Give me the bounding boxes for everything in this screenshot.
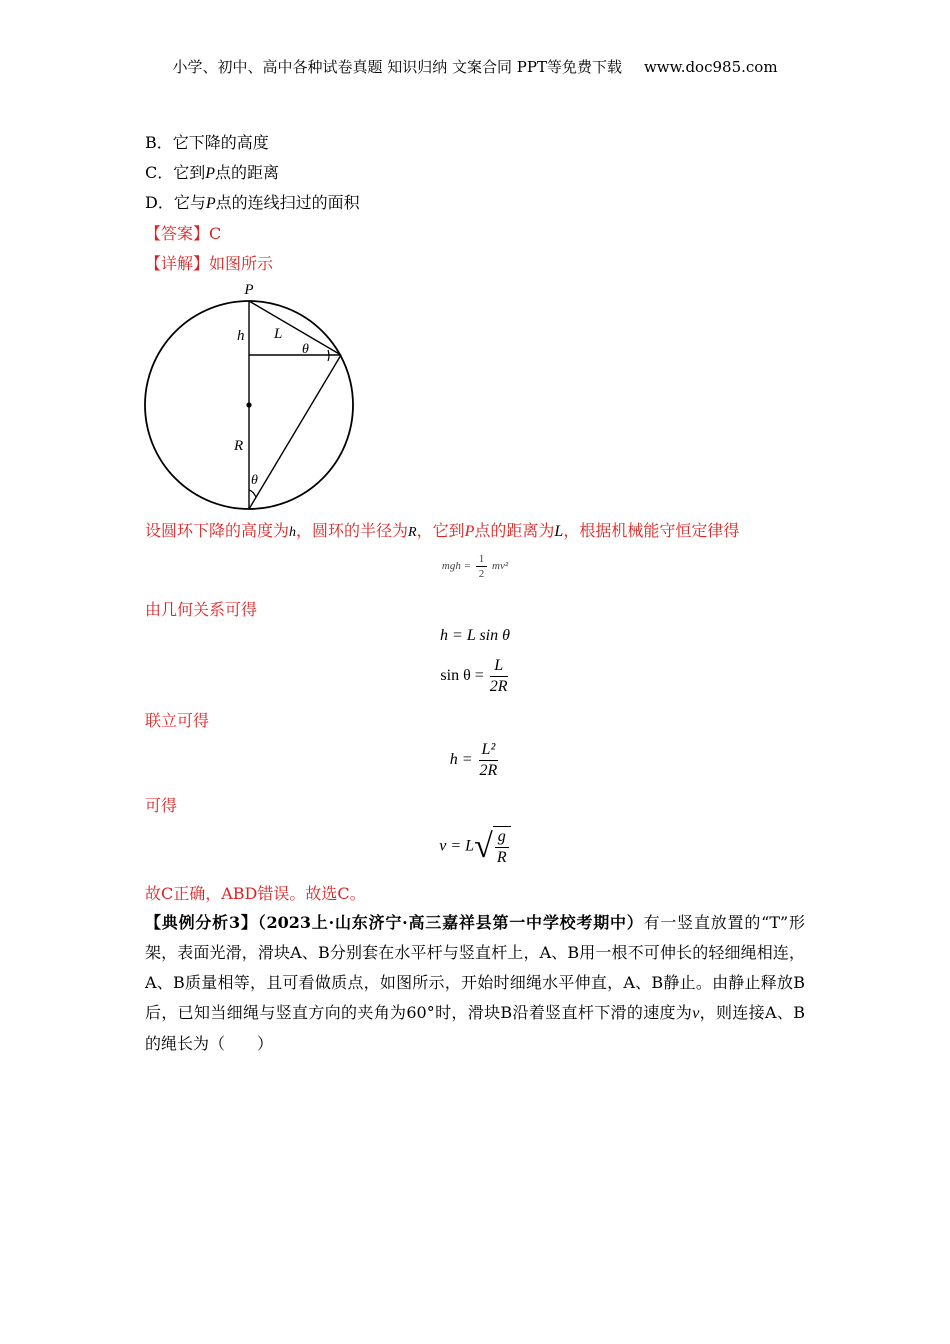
label-L: L xyxy=(274,326,283,342)
answer-line: 【答案】C xyxy=(145,224,222,243)
equation-energy: mgh = $\frac{1}{2}$ mv² xyxy=(441,553,509,580)
solution-line-4: 可得 xyxy=(145,796,178,815)
equation-h-L2: h = $\frac{\text{L²}}{2R}$ xyxy=(449,741,498,779)
label-theta-top: θ xyxy=(302,342,309,357)
circle-diagram xyxy=(138,278,362,516)
angle-arc-bottom xyxy=(249,490,256,497)
page-header xyxy=(0,56,950,77)
chord-bottom xyxy=(249,355,341,509)
solution-line-1: 设圆环下降的高度为h，圆环的半径为R，它到P点的距离为L，根据机械能守恒定律得 xyxy=(145,521,740,540)
label-R: R xyxy=(234,438,244,454)
header-text: 小学、初中、高中各种试卷真题 知识归纳 文案合同 PPT等免费下载 xyxy=(172,58,622,76)
header-url: www.doc985.com xyxy=(643,58,778,76)
option-c: C．它到P点的距离 xyxy=(145,163,280,182)
center-dot xyxy=(246,402,251,407)
solution-line-3: 联立可得 xyxy=(145,711,210,730)
conclusion-line: 故C正确，ABD错误。故选C。 xyxy=(145,884,366,903)
detail-line: 【详解】如图所示 xyxy=(145,254,274,273)
option-d: D．它与P点的连线扫过的面积 xyxy=(145,193,360,212)
example-paragraph: 【典例分析3】（2023上·山东济宁·高三嘉祥县第一中学校考期中）有一竖直放置的“T”形架，表面光滑，滑块A、B分别套在水平杆与竖直杆上，A、B用一根不可伸长的轻细绳相连，A、B质量相等，且可看做质点，如图所示，开始时细绳水平伸直，A、B静止。由静止释放B后，已知当细绳与竖直方向的夹角为60°时，滑块B沿着竖直杆下滑的速度为v，则连接A、B的绳长为（ ） xyxy=(145,913,805,1053)
label-P: P xyxy=(244,282,254,298)
label-h: h xyxy=(237,328,245,344)
equation-velocity: v = L√ $\frac{g}{R}$ xyxy=(0,826,950,868)
label-theta-bottom: θ xyxy=(251,473,258,488)
equation-h-sin: h = L sin θ xyxy=(440,627,510,644)
option-b: B．它下降的高度 xyxy=(145,133,269,152)
chord-L xyxy=(249,301,341,355)
equation-sin-theta: sin θ = $\frac{L}{2R}$ xyxy=(440,657,508,695)
solution-line-2: 由几何关系可得 xyxy=(145,600,258,619)
